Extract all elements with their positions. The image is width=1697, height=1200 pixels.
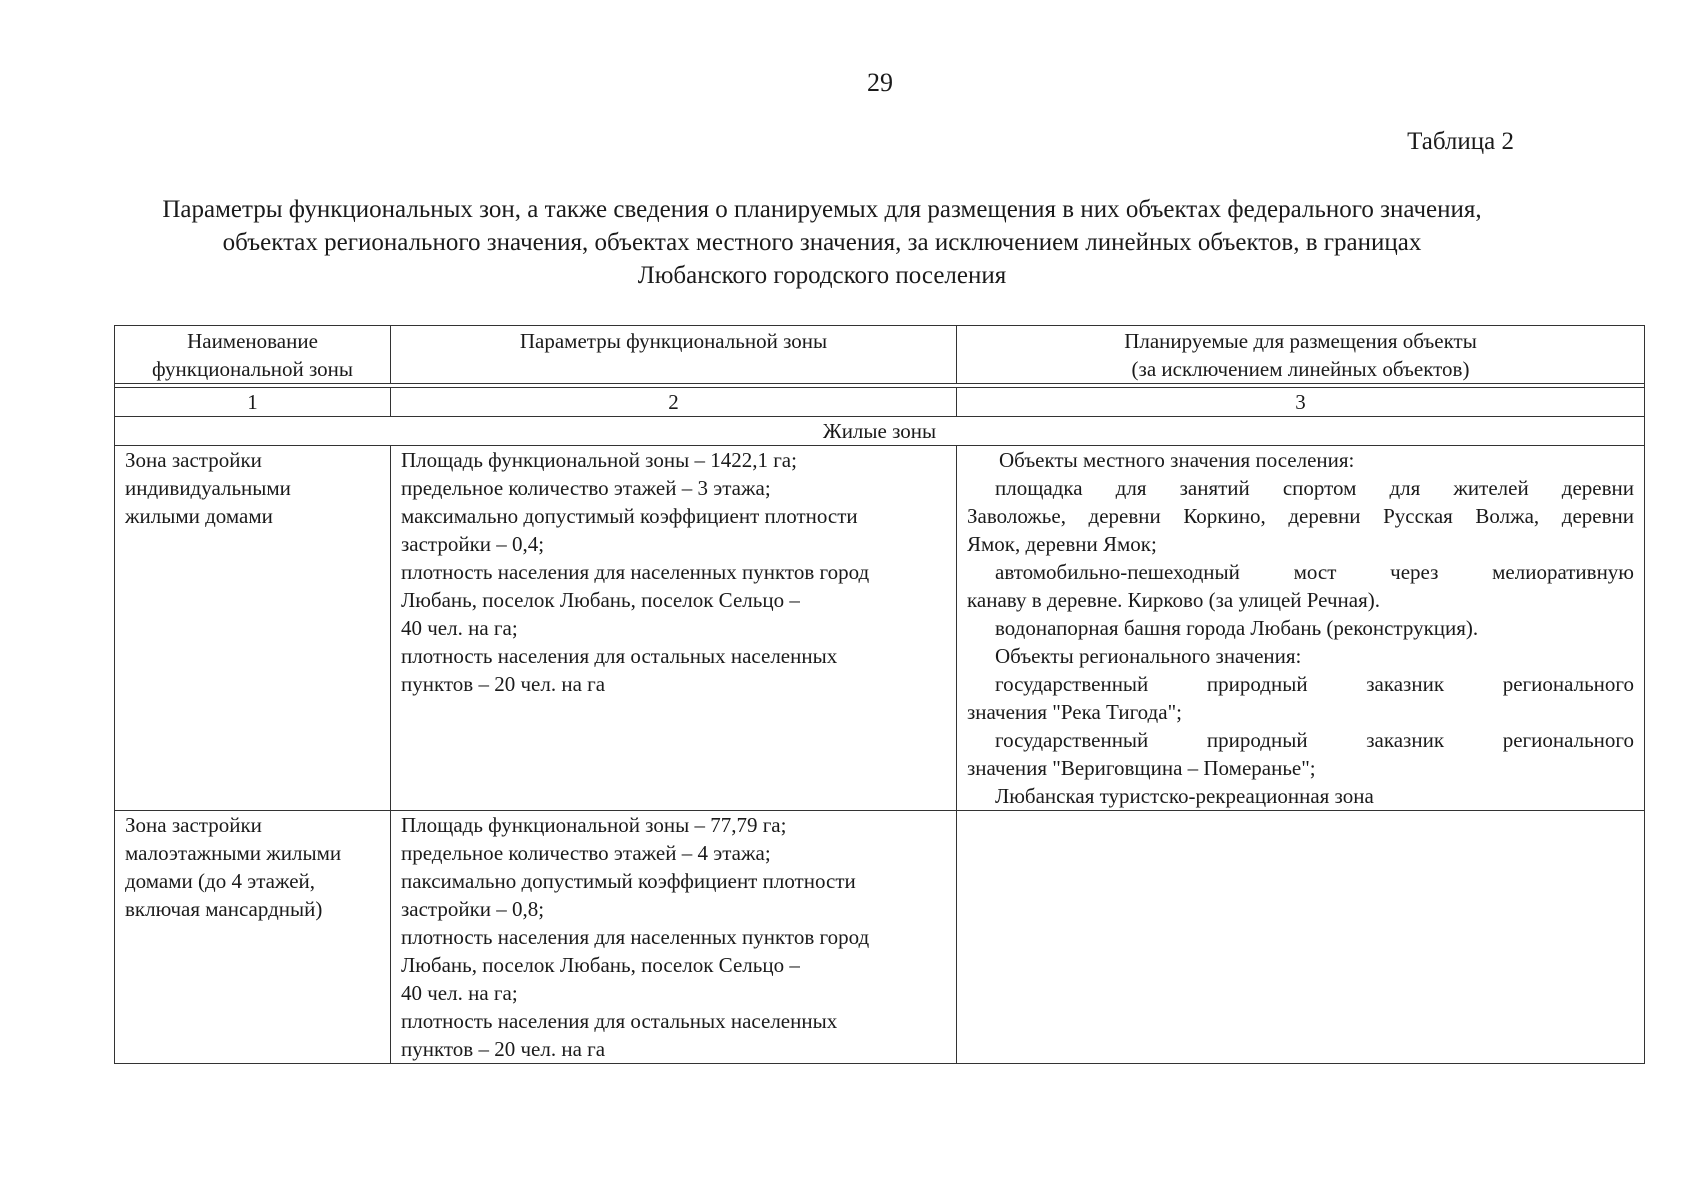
regional-objects-heading: Объекты регионального значения:: [995, 644, 1302, 668]
column-number: 3: [957, 388, 1645, 417]
planned-objects-cell: [957, 446, 1645, 811]
zone-name-cell: Зона застройки малоэтажными жилыми домами (до 4 этажей, включая мансардный): [115, 811, 391, 1064]
local-objects-heading: Объекты местного значения поселения:: [999, 448, 1355, 472]
title-line: объектах регионального значения, объектах местного значения, за исключением линейных объектов, в границах: [222, 229, 1422, 256]
planned-objects-cell: [957, 811, 1645, 1064]
object-item: автомобильно-пешеходный мост через мелиоративную: [995, 560, 1634, 584]
section-title: Жилые зоны: [115, 417, 1645, 446]
object-item: площадка для занятий спортом для жителей деревни: [995, 476, 1634, 500]
zone-params-cell: Площадь функциональной зоны – 77,79 га; предельное количество этажей – 4 этажа; паксимально допустимый коэффициент плотности застройки – 0,8; плотность населения для населенных пунктов город Любань, поселок Любань, поселок Сельцо – 40 чел. на га; плотность населения для остальных населенных пунктов – 20 чел. на га: [391, 811, 957, 1064]
object-item-cont: значения "Река Тигода";: [967, 700, 1182, 724]
object-item-cont: значения "Вериговщина – Померанье";: [967, 756, 1316, 780]
column-number: 1: [115, 388, 391, 417]
page-number: 29: [867, 68, 893, 97]
object-item: государственный природный заказник регионального: [995, 672, 1634, 696]
section-row: [115, 417, 1645, 446]
header-zone-name: Наименование функциональной зоны: [115, 326, 391, 384]
title-line: Параметры функциональных зон, а также сведения о планируемых для размещения в них объектах федерального значения,: [162, 196, 1482, 223]
zone-params-cell: Площадь функциональной зоны – 1422,1 га; предельное количество этажей – 3 этажа; максимально допустимый коэффициент плотности застройки – 0,4; плотность населения для населенных пунктов город Любань, поселок Любань, поселок Сельцо – 40 чел. на га; плотность населения для остальных населенных пунктов – 20 чел. на га: [391, 446, 957, 811]
table-label: Таблица 2: [1407, 128, 1514, 155]
functional-zones-table: [114, 325, 1645, 1064]
header-planned-objects: Планируемые для размещения объекты (за исключением линейных объектов): [957, 326, 1645, 384]
column-number-row: [115, 388, 1645, 417]
object-item: государственный природный заказник регионального: [995, 728, 1634, 752]
table-row: [115, 811, 1645, 1064]
column-number: 2: [391, 388, 957, 417]
object-item-cont: канаву в деревне. Кирково (за улицей Речная).: [967, 588, 1381, 612]
header-zone-params: Параметры функциональной зоны: [391, 326, 957, 384]
object-item-cont: Ямок, деревни Ямок;: [967, 532, 1157, 556]
object-item: Любанская туристско-рекреационная зона: [995, 784, 1374, 808]
title-line: Любанского городского поселения: [637, 262, 1007, 289]
zone-name-cell: Зона застройки индивидуальными жилыми домами: [115, 446, 391, 811]
table-header-row: [115, 326, 1645, 384]
document-title: [118, 193, 1526, 292]
object-item-cont: Заволожье, деревни Коркино, деревни Русская Волжа, деревни: [967, 504, 1634, 528]
object-item: водонапорная башня города Любань (реконструкция).: [995, 616, 1479, 640]
table-row: [115, 446, 1645, 811]
